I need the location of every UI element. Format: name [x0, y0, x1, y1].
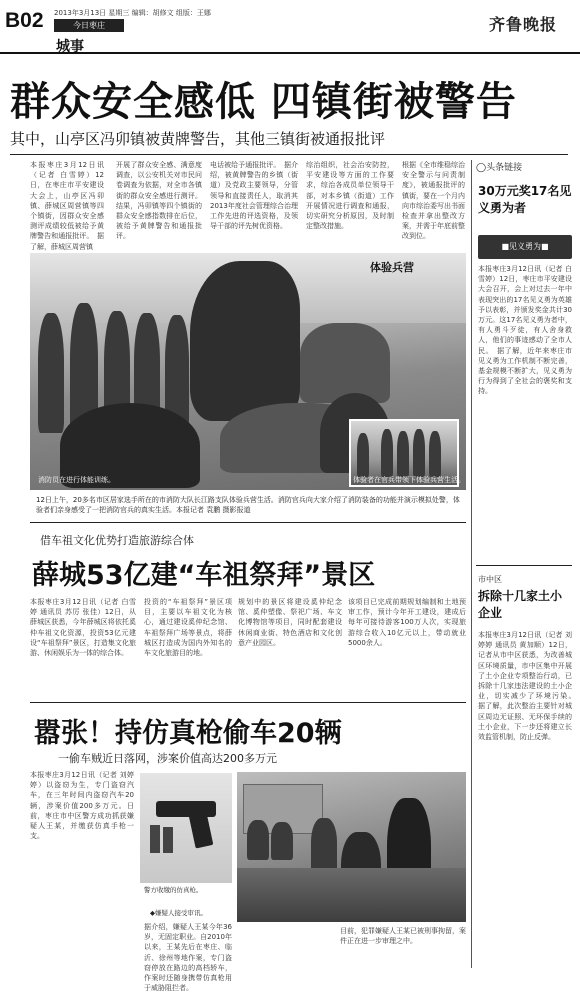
bullet-icon: ◯ — [476, 163, 487, 173]
divider — [476, 565, 572, 566]
paper-name: 齐鲁晚报 — [489, 15, 558, 34]
training-photo — [30, 253, 466, 490]
sidebar-tag-2: 市中区 — [478, 575, 502, 584]
gun-caption: 警方收缴的仿真枪。 — [144, 886, 203, 894]
photo-label: 体验兵营 — [370, 261, 414, 274]
divider — [30, 702, 466, 703]
edition-label: 今日枣庄 — [54, 19, 124, 32]
inset-caption-2: 体验者在官兵带领下体验兵营生活。 — [353, 476, 465, 484]
lead-col-5: 根据《全市维稳综治安全警示与问责制度》，被通报批评的镇街，要在一个月内向市综治委写出书面检查并拿出整改方案，并需于年底前整改到位。 — [402, 161, 465, 241]
lead-headline: 群众安全感低 四镇街被警告 — [10, 79, 517, 125]
xue-col-3: 规划中的景区将建设奚仲纪念馆、奚仲塑像、祭祀广场、车文化博物馆等项目，同时配套建设休闲商业街、特色酒店和文化创意产业园区。 — [238, 598, 342, 647]
section-name: 城事 — [56, 39, 84, 55]
divider — [30, 522, 466, 523]
sidebar-headline-2: 拆除十几家土小企业 — [478, 589, 563, 620]
xue-headline: 薛城53亿建“车祖祭拜”景区 — [32, 560, 376, 591]
sidebar-body: 本报枣庄3月12日讯（记者 白雪婷）12日，枣庄市平安建设大会召开，会上对过去一年中表现突出的17名见义勇为英雄予以表彰，并颁发奖金共计30万元。这17名见义勇为者中，有人勇斗歹徒，有人舍身救人，他们的事迹感动了全市人民。 据了解，近年来枣庄市见义勇为工作机制不断完善，基金规模不断扩大，见义勇为行为得到了全社会的褒奖和支持。 — [478, 265, 572, 396]
xue-kicker: 借车祖文化优势打造旅游综合体 — [40, 534, 194, 547]
xue-col-4: 该项目已完成前期规划编制和土地预审工作，预计今年开工建设，建成后每年可接待游客100万人次，实现旅游综合收入10亿元以上，带动就业5000余人。 — [348, 598, 466, 647]
lead-col-2: 开展了群众安全感、满意度调查，以公安机关对市民问卷调查为依据，对全市各镇街的群众安全感进行测评。结果，冯卯镇等四个镇街的群众安全感指数排在后位，被给予黄牌警告和通报批评。 — [116, 161, 202, 241]
lead-col-1: 本报枣庄3月12日讯（记者 白雪婷）12日，在枣庄市平安建设大会上，山亭区冯卯镇、薛城区周营镇等四个镇街，因群众安全感测评成绩较低被给予黄牌警告和通报批评。 据了解，薛城区周营镇 — [30, 161, 104, 251]
page-header — [0, 0, 580, 54]
date-line: 2013年3月13日 星期三 编辑：胡修文 组版：王娜 — [54, 9, 211, 17]
interrogation-photo — [237, 772, 466, 922]
sidebar-headline: 30万元奖17名见义勇为者 — [478, 184, 572, 215]
suspect-caption: ◆嫌疑人接受审讯。 — [150, 909, 207, 917]
gun-photo — [140, 773, 232, 883]
gun-headline: 嚣张！持仿真枪偷车20辆 — [34, 718, 342, 749]
page-number: B02 — [5, 9, 44, 32]
lead-col-3: 电话被给予通报批评。 据介绍，被黄牌警告的乡镇（街道）及党政主要领导，分管领导和直接责任人，取消其2013年度社会管理综合治理工作先进的评选资格，及领导干部的评先树优资格。 — [210, 161, 298, 231]
gun-col-2: 据介绍，嫌疑人王某今年36岁，无固定职业。自2010年以来，王某先后在枣庄、临沂、徐州等地作案，专门盗窃停放在路边的高档轿车，作案时还随身携带仿真枪用于威胁阻拦者。 — [144, 923, 232, 993]
gun-col-3: 目前，犯罪嫌疑人王某已被刑事拘留，案件正在进一步审理之中。 — [340, 927, 466, 946]
sidebar-tag: ◯头条链接 — [476, 163, 523, 173]
divider — [10, 154, 568, 155]
inset-caption-1: 消防员在进行体能训练。 — [38, 476, 115, 484]
gun-col-1: 本报枣庄3月12日讯（记者 刘婷婷）以盗窃为生，专门盗窃汽车，在三年时间内盗窃汽车20辆，涉案价值200多万元。日前，枣庄市中区警方成功抓获嫌疑人王某，并缴获仿真手枪一支。 — [30, 771, 134, 841]
xue-col-2: 投资的“车祖祭拜”景区项目，主要以车祖文化为核心，通过建设奚仲纪念馆、车祖祭拜广场等景点，将薛城区打造成为国内外知名的车文化旅游目的地。 — [144, 598, 232, 658]
lead-col-4: 综治组织，社会治安防控，平安建设等方面的工作要求，综治各成员单位领导干部，对本乡镇（街道）工作开展情况进行调查和通报，切实研究分析原因，及时制定整改措施。 — [306, 161, 394, 231]
sidebar-badge: ■见义勇为■ — [478, 235, 572, 259]
xue-col-1: 本报枣庄3月12日讯（记者 白雪婷 通讯员 苏厉 张佳）12日，从薛城区获悉，今年薛城区将依托奚仲车祖文化资源，投资53亿元建设“车祖祭拜”景区，打造集文化旅游、休闲娱乐为一体的综合体。 — [30, 598, 136, 658]
column-divider — [471, 160, 472, 968]
sidebar-body-2: 本报枣庄3月12日讯（记者 刘婷婷 通讯员 黄加顺）12日，记者从市中区获悉，为改善城区环境质量，市中区集中开展了土小企业专项整治行动，已拆除十几家违法建设的土小企业，切实减少了环境污染。 据了解，此次整治主要针对城区周边无证照、无环保手续的土小企业，下一步还将建立长效监管机制，防止反弹。 — [478, 631, 579, 742]
lead-subhead: 其中，山亭区冯卯镇被黄牌警告，其他三镇街被通报批评 — [10, 130, 386, 148]
photo-caption: 12日上午，20多名市区居家选手所在的市消防大队长江路支队体验兵营生活。消防官兵向大家介绍了消防装备的功能并演示模拟处警，体验者们亲身感受了一把消防官兵的真实生活。本报记者 袁鹏 摄影报道 — [36, 496, 460, 514]
gun-subhead: 一偷车贼近日落网，涉案价值高达200多万元 — [58, 752, 277, 765]
